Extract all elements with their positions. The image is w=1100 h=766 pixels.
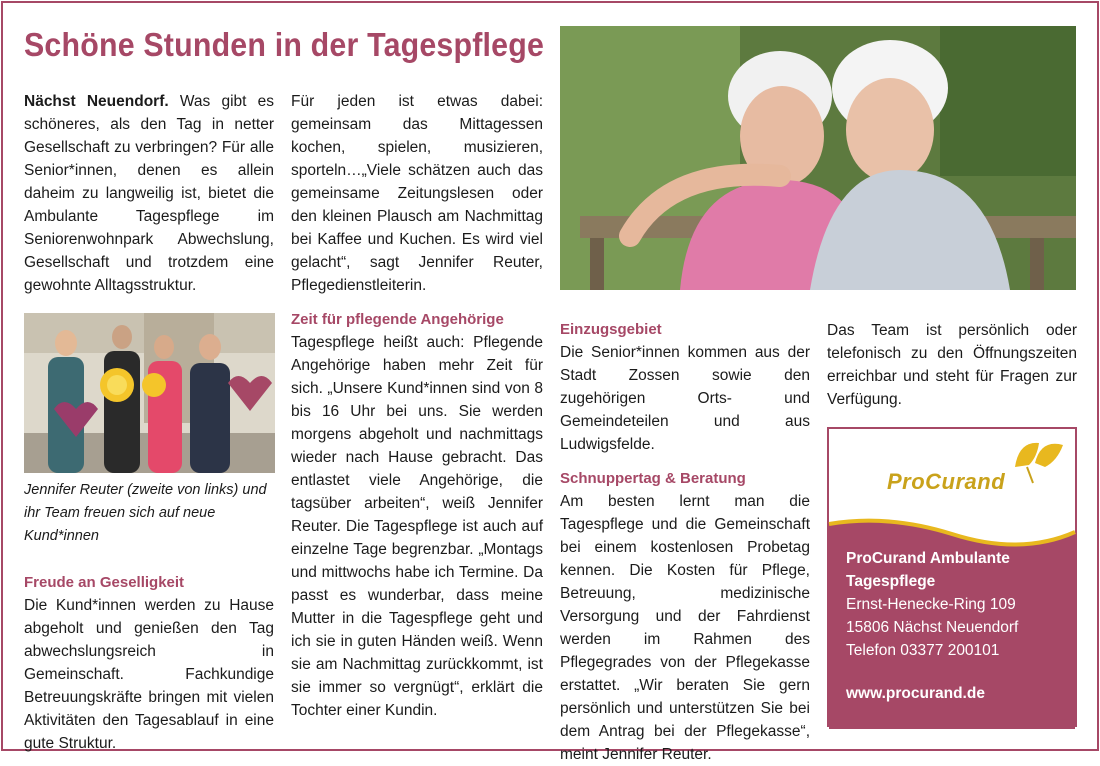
text-schnuppertag: Am besten lernt man die Tagespflege und die Gemeinschaft bei einem kostenlosen Probetag kennen. Die Kosten für Pflege, Betreuung, medizinische Versorgung und der Fahrdienst werden im Rahmen des Pflegegrades von der Pflegekasse erstattet. „Wir beraten Sie gern persönlich und unterstützen Sie bei dem Antrag bei der Pflegekasse“, meint Jennifer Reuter. (560, 493, 810, 763)
dateline: Nächst Neuendorf. (24, 93, 169, 110)
column-1-section (24, 572, 274, 755)
ad-address (846, 547, 1071, 662)
text-angehoerige: Tagespflege heißt auch: Pflegende Angehörige haben mehr Zeit für sich. „Unsere Kund*innen sind von 8 bis 16 Uhr bei uns. Sie werden morgens abgeholt und nachmittags wieder nach Hause gebracht. Das entlastet viele Angehörige, die tagsüber arbeiten“, weiß Jennifer Reuter. Die Tagespflege ist auch auf einzelne Tage begrenzbar. „Montags und mittwochs habe ich Termine. Da passt es wunderbar, dass meine Mutter in die Tagespflege geht und ich sie in guten Händen weiß. Wenn sie am Nachmittag zurückkommt, ist sie immer so vergnügt“, erklärt die Tochter einer Kundin. (291, 334, 543, 719)
ad-phone: Telefon 03377 200101 (846, 642, 1000, 659)
column-2 (291, 90, 543, 722)
ad-street: Ernst-Henecke-Ring 109 (846, 596, 1016, 613)
text-kontakt: Das Team ist persönlich oder telefonisch zu den Öffnungszeiten erreichbar und steht für Fragen zur Verfügung. (827, 322, 1077, 408)
ad-website-link[interactable]: www.procurand.de (846, 685, 985, 702)
photo-caption: Jennifer Reuter (zweite von links) und ihr Team freuen sich auf neue Kund*innen (24, 482, 267, 544)
subheading-angehoerige: Zeit für pflegende Angehörige (291, 311, 504, 328)
subheading-geselligkeit: Freude an Geselligkeit (24, 574, 185, 591)
column-3 (560, 319, 810, 766)
column-1-intro (24, 90, 274, 297)
ad-name-2: Tagespflege (846, 573, 936, 590)
text-einzugsgebiet: Die Senior*innen kommen aus der Stadt Zossen sowie den zugehörigen Orts- und Gemeindeteilen und aus Ludwigsfelde. (560, 344, 810, 453)
text-geselligkeit: Die Kund*innen werden zu Hause abgeholt und genießen den Tag abwechslungsreich in Gemeinschaft. Fachkundige Betreuungskräfte bringen mit vielen Aktivitäten den Tagesablauf in eine gute Struktur. (24, 597, 274, 752)
procurand-ad (827, 427, 1077, 727)
headline: Schöne Stunden in der Tagespflege (24, 26, 545, 63)
procurand-logo: ProCurand (887, 469, 1006, 494)
intro-text: Was gibt es schöneres, als den Tag in netter Gesellschaft zu verbringen? Für alle Senior*innen, denen es allein daheim zu langweilig ist, bietet die Ambulante Tagespflege im Seniorenwohnpark Abwechslung, Gesellschaft und trotzdem eine gewohnte Alltagsstruktur. (24, 93, 274, 294)
subheading-schnuppertag: Schnuppertag & Beratung (560, 470, 746, 487)
text-activities: Für jeden ist etwas dabei: gemeinsam das Mittagessen kochen, spielen, musizieren, sporteln…„Viele schätzen auch das gemeinsame Zeitungslesen oder den kleinen Plausch am Nachmittag bei Kaffee und Kuchen. Es wird viel gelacht“, sagt Jennifer Reuter, Pflegedienstleiterin. (291, 93, 543, 294)
ginkgo-leaf-icon (1007, 437, 1069, 485)
ad-city: 15806 Nächst Neuendorf (846, 619, 1019, 636)
ad-name-1: ProCurand Ambulante (846, 550, 1010, 567)
column-4 (827, 319, 1077, 411)
subheading-einzugsgebiet: Einzugsgebiet (560, 321, 662, 338)
seniors-photo (560, 26, 1076, 290)
team-photo (24, 313, 275, 473)
